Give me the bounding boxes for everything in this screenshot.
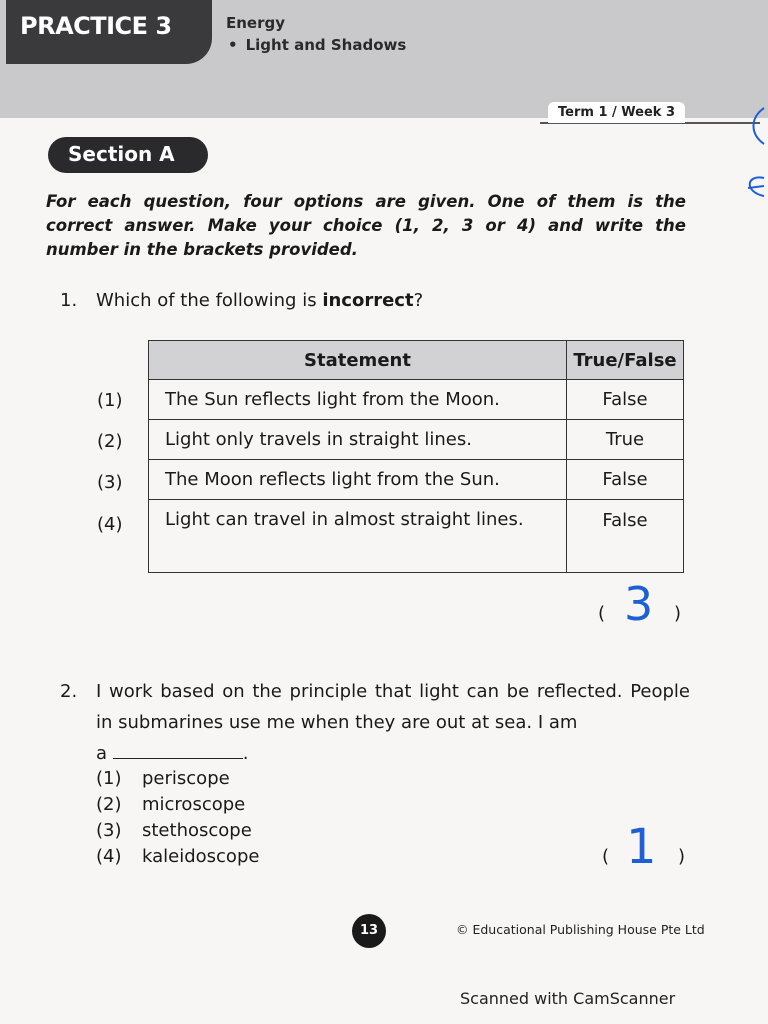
question-text-end: ? [413, 290, 424, 311]
answer-bracket-open: ( [602, 846, 610, 867]
true-false-cell: False [567, 500, 684, 573]
true-false-cell: True [567, 420, 684, 460]
list-item [96, 792, 259, 818]
true-false-cell: False [567, 380, 684, 420]
handwritten-answer-2: 1 [626, 819, 657, 875]
option-label: (4) [96, 846, 122, 867]
scanner-watermark: Scanned with CamScanner [460, 989, 676, 1008]
option-label: (3) [97, 472, 123, 493]
question-text-body: I work based on the principle that light can be reflected. People in submarines use me when they are out at sea. I am [96, 681, 690, 733]
column-header: Statement [149, 341, 567, 380]
page-number-badge: 13 [352, 914, 386, 948]
table-header-row [149, 341, 684, 380]
copyright-notice: © Educational Publishing House Pte Ltd [456, 922, 705, 937]
answer-bracket-close: ) [678, 846, 686, 867]
question-number: 2. [60, 681, 78, 702]
option-label: (2) [96, 794, 122, 815]
handwritten-answer-1: 3 [624, 577, 654, 631]
instructions: For each question, four options are given. One of them is the correct answer. Make your choice (1, 2, 3 or 4) and write the number in the brackets provided. [46, 192, 686, 259]
list-item [96, 818, 259, 844]
practice-label: PRACTICE 3 [6, 0, 212, 64]
question-text: Which of the following is [96, 290, 323, 311]
statement-table [148, 340, 684, 573]
answer-bracket-open: ( [598, 603, 606, 624]
question-2 [60, 676, 690, 769]
true-false-cell: False [567, 460, 684, 500]
question-text [96, 676, 690, 769]
list-item [96, 844, 259, 870]
bullet-icon: • [228, 36, 238, 54]
question-emphasis: incorrect [322, 290, 414, 311]
margin-pen-marks [724, 100, 768, 210]
question-2-options [96, 766, 259, 870]
table-row [149, 380, 684, 420]
answer-bracket-close: ) [674, 603, 682, 624]
option-text: stethoscope [142, 820, 252, 841]
option-label: (2) [97, 431, 123, 452]
option-label: (1) [97, 390, 123, 411]
statement-cell: The Sun reflects light from the Moon. [149, 380, 567, 420]
topic-title: Energy [226, 14, 286, 32]
option-label: (1) [96, 768, 122, 789]
question-text-tail: a [96, 743, 108, 764]
section-label: Section A [48, 137, 208, 173]
column-header: True/False [567, 341, 684, 380]
topic-subtitle-text: Light and Shadows [245, 36, 407, 54]
option-text: microscope [142, 794, 246, 815]
statement-cell: Light only travels in straight lines. [149, 420, 567, 460]
question-number: 1. [60, 290, 78, 311]
term-week-label: Term 1 / Week 3 [548, 102, 685, 123]
topic-subtitle [228, 36, 406, 54]
option-label: (4) [97, 514, 123, 535]
option-text: periscope [142, 768, 230, 789]
statement-cell: The Moon reflects light from the Sun. [149, 460, 567, 500]
answer-blank [113, 742, 243, 759]
table-row [149, 460, 684, 500]
option-label: (3) [96, 820, 122, 841]
table-row [149, 500, 684, 573]
question-text-dot: . [242, 743, 249, 764]
list-item [96, 766, 259, 792]
question-1 [60, 290, 423, 311]
table-row [149, 420, 684, 460]
statement-cell: Light can travel in almost straight lines. [149, 500, 567, 573]
option-text: kaleidoscope [142, 846, 260, 867]
